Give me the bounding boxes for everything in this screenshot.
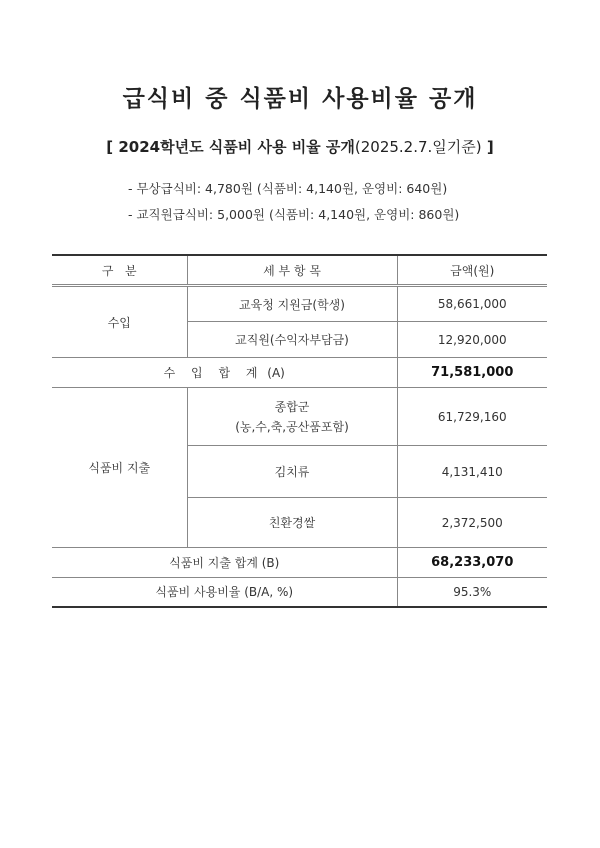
expense-category: 식품비 지출 [52,388,187,548]
expense-item: 친환경쌀 [187,498,397,548]
page-title: 급식비 중 식품비 사용비율 공개 [122,86,478,112]
header-amount: 금액(원) [397,255,547,286]
expense-amount: 2,372,500 [397,498,547,548]
income-amount: 12,920,000 [397,322,547,358]
table-row [52,388,547,446]
expense-item-line1: 종합군 [274,399,310,414]
subtitle-date: (2025.2.7.일기준) [354,138,482,156]
ratio-label: 식품비 사용비율 (B/A, %) [52,578,397,607]
subtitle-close: ] [481,138,494,156]
header-category: 구 분 [52,255,187,286]
expense-item-combined [187,388,397,446]
table-header-row [52,255,547,286]
income-total-row [52,358,547,388]
expense-amount: 61,729,160 [397,388,547,446]
note-staff-meal: - 교직원급식비: 5,000원 (식품비: 4,140원, 운영비: 860원) [128,207,460,222]
note-free-meal: - 무상급식비: 4,780원 (식품비: 4,140원, 운영비: 640원) [128,181,448,196]
income-item: 교육청 지원금(학생) [187,286,397,322]
header-item: 세 부 항 목 [187,255,397,286]
income-total-text: 수 입 합 계 [163,366,264,380]
budget-table [52,254,547,608]
subtitle-main: [ 2024학년도 식품비 사용 비율 공개 [106,138,355,156]
income-total-label [52,358,397,388]
expense-total-amount: 68,233,070 [397,548,547,578]
income-total-suffix: (A) [267,366,285,380]
ratio-value: 95.3% [397,578,547,607]
expense-item: 김치류 [187,446,397,498]
expense-total-label: 식품비 지출 합계 (B) [52,548,397,578]
expense-amount: 4,131,410 [397,446,547,498]
income-amount: 58,661,000 [397,286,547,322]
expense-total-row [52,548,547,578]
page-subtitle [0,136,600,157]
income-total-amount: 71,581,000 [397,358,547,388]
ratio-row [52,578,547,607]
income-category: 수입 [52,286,187,358]
income-item: 교직원(수익자부담금) [187,322,397,358]
table-row [52,286,547,322]
expense-item-line2: (농,수,축,공산품포함) [235,419,349,434]
